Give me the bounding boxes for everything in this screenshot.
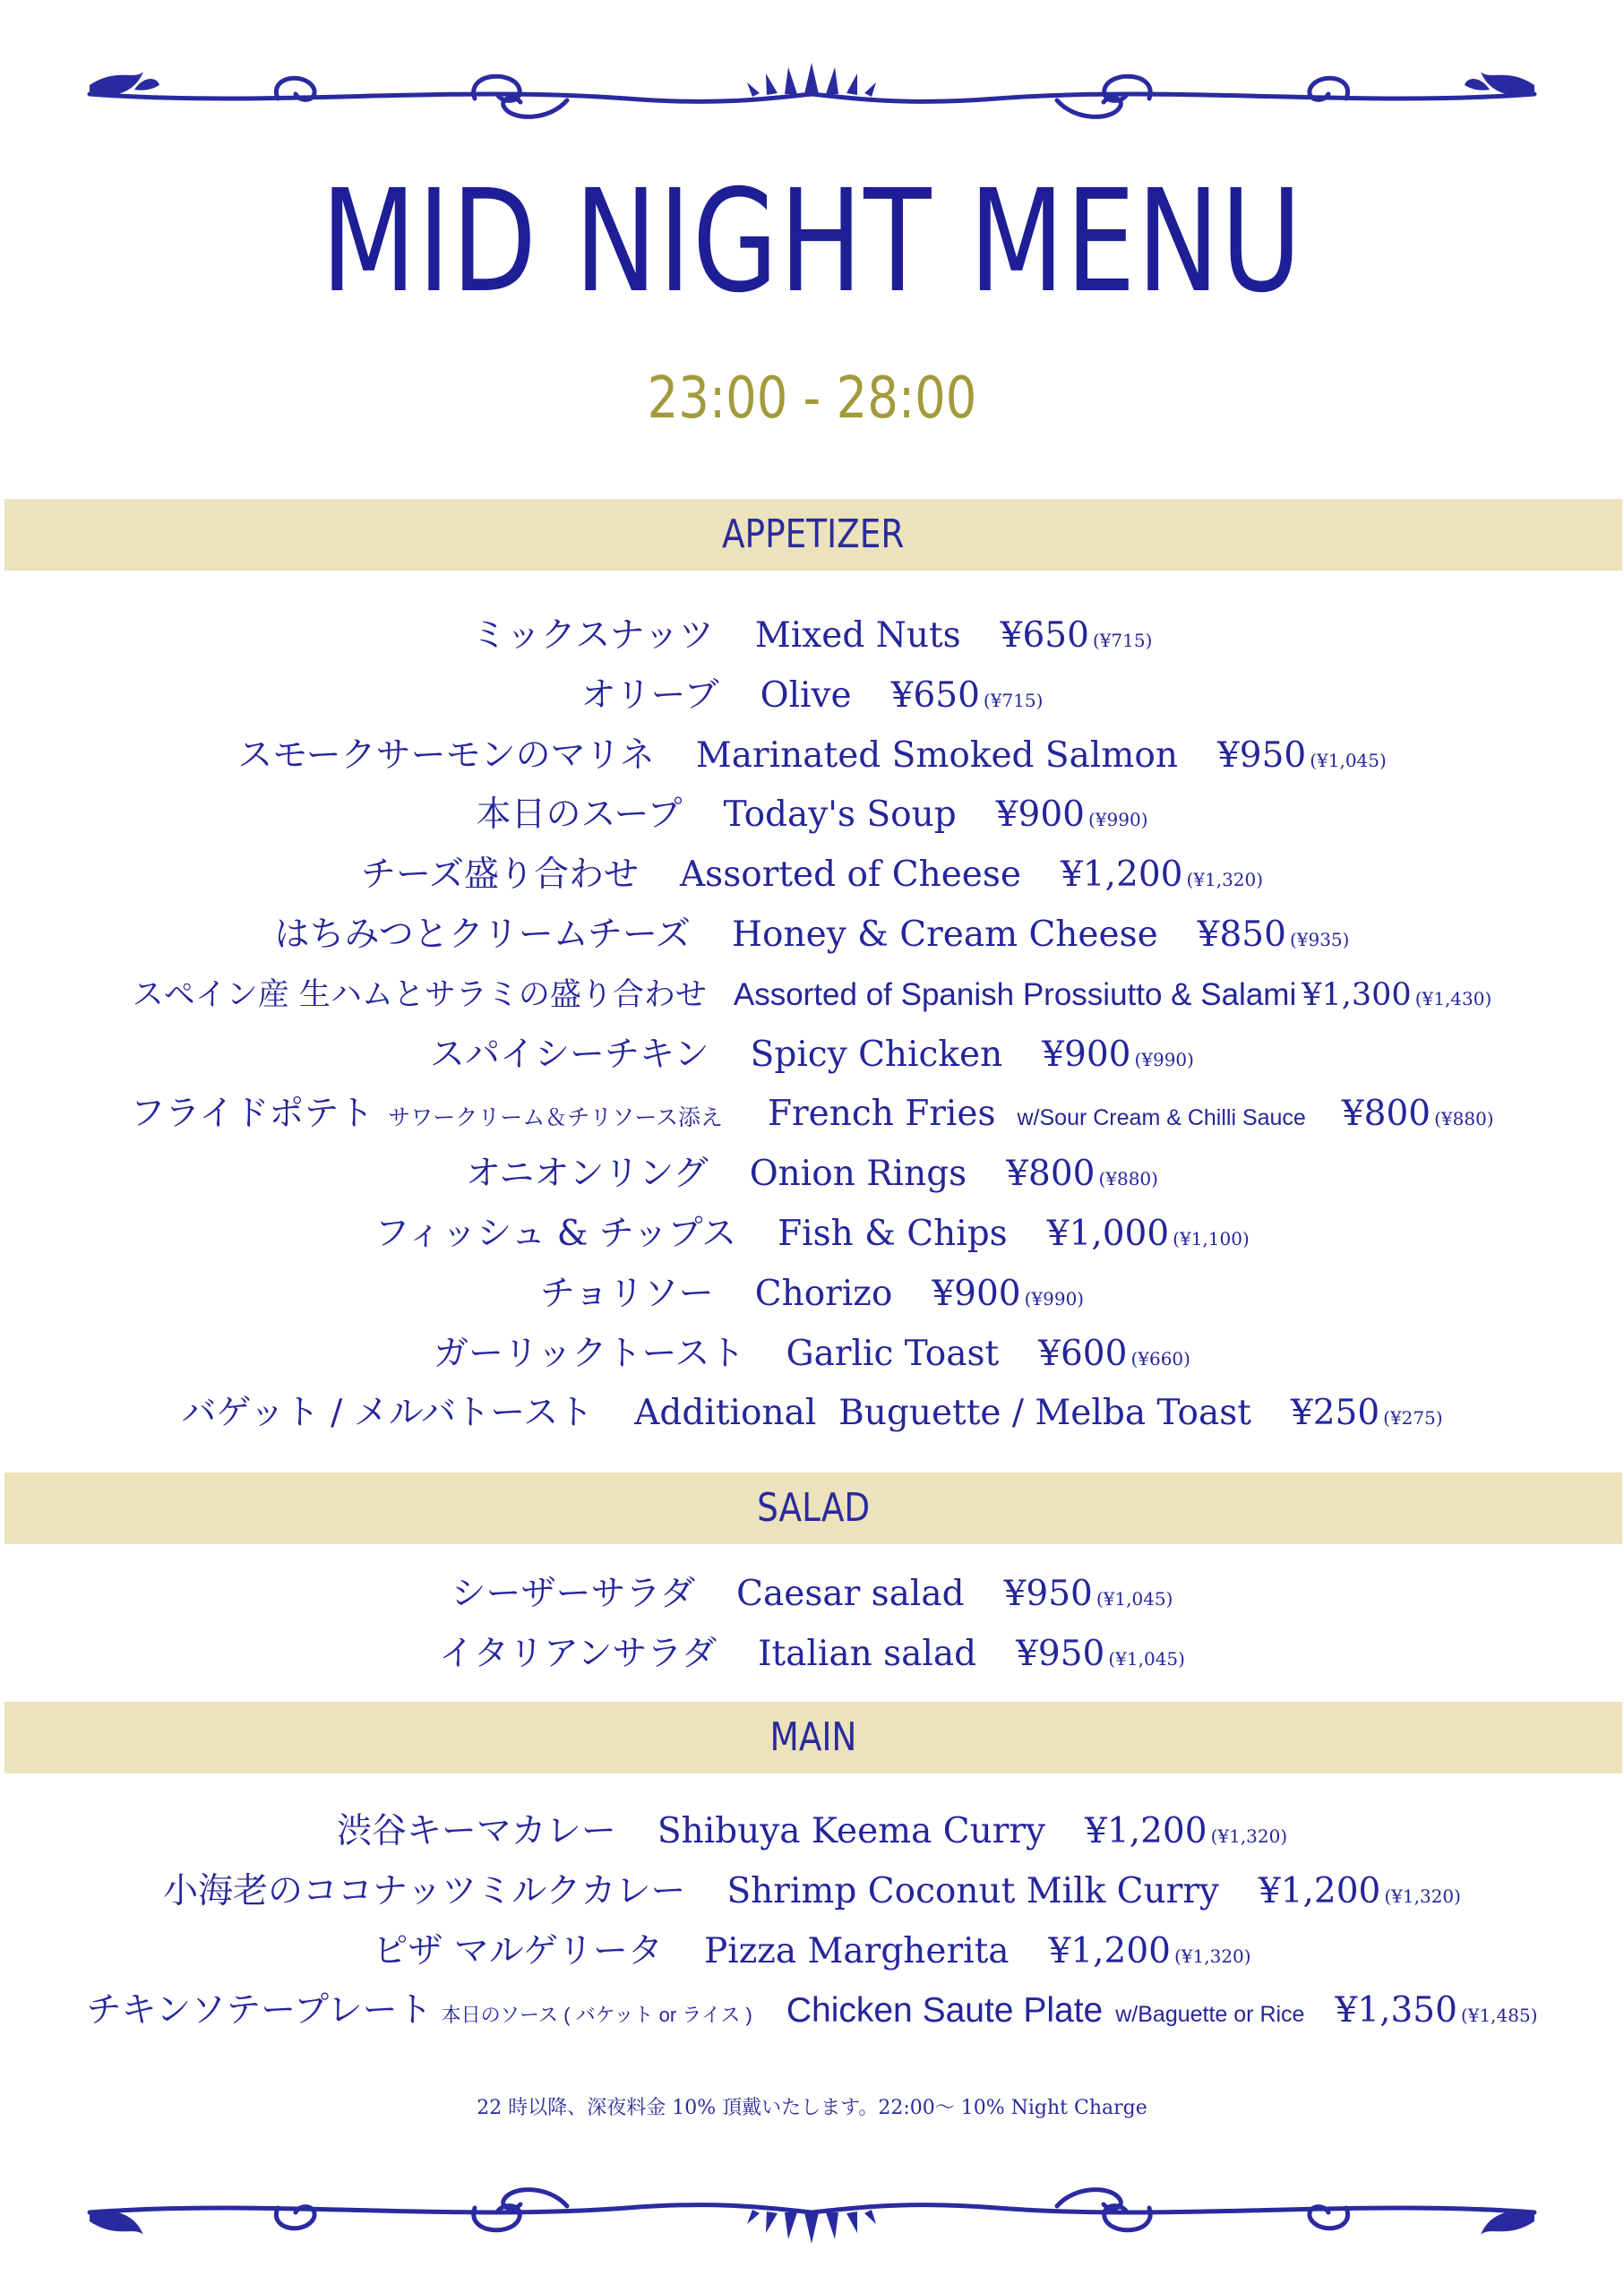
menu-item [0,1085,1624,1145]
item-price: ¥1,200 [1085,1811,1207,1851]
item-price-tax: (¥1,100) [1173,1227,1250,1250]
item-price-tax: (¥935) [1289,928,1350,950]
item-name-jp: チョリソー [539,1273,714,1314]
item-name-jp: オリーブ [580,674,719,716]
item-price-tax: (¥1,045) [1096,1588,1173,1610]
menu-item [0,1565,1624,1625]
section-header-salad [4,1473,1622,1544]
item-name-en: Garlic Toast [786,1333,1000,1374]
item-name-jp: スモークサーモンのマリネ [237,734,655,776]
menu-item [0,1145,1624,1205]
item-price: ¥1,300 [1302,976,1412,1013]
menu-item [0,1625,1624,1685]
item-name-jp: チーズ盛り合わせ [360,855,640,896]
section-header-main [4,1702,1622,1773]
item-price: ¥900 [995,794,1085,836]
menu-item [0,1922,1624,1982]
item-name-en: Marinated Smoked Salmon [695,734,1178,776]
night-charge-note: 22 時以降、深夜料金 10% 頂戴いたします。22:00〜 10% Night Charge [477,2097,1147,2119]
item-price-tax: (¥1,485) [1460,2005,1538,2027]
menu-item [0,1265,1624,1325]
menu-title: MID NIGHT MENU [321,159,1303,324]
item-price-tax: (¥1,045) [1108,1647,1185,1670]
item-name-jp: シーザーサラダ [451,1574,696,1614]
bottom-ornament [0,2172,1624,2262]
item-price: ¥1,000 [1046,1213,1170,1254]
item-price-tax: (¥1,320) [1384,1885,1461,1907]
item-price: ¥950 [1003,1574,1093,1614]
section-label: SALAD [756,1485,871,1531]
top-ornament [0,45,1624,134]
item-price: ¥650 [890,674,980,716]
item-price: ¥950 [1216,734,1307,776]
menu-item [0,606,1624,666]
item-price: ¥800 [1341,1094,1431,1135]
item-price-tax: (¥1,430) [1414,987,1492,1009]
item-price: ¥1,200 [1048,1930,1171,1971]
item-note-jp: サワークリーム＆チリソース添え [388,1105,723,1131]
item-name-en: Today's Soup [723,794,957,836]
menu-item [0,1384,1624,1444]
item-price: ¥250 [1290,1393,1380,1434]
item-price: ¥1,350 [1335,1990,1457,2031]
item-price-tax: (¥990) [1024,1287,1085,1310]
menu-item [0,1026,1624,1086]
item-price-tax: (¥660) [1130,1347,1190,1370]
menu-item [0,966,1624,1026]
item-name-en: Assorted of Cheese [680,855,1021,896]
item-name-jp: スパイシーチキン [430,1034,709,1075]
item-price-tax: (¥715) [983,689,1044,711]
item-price-tax: (¥1,045) [1310,749,1387,771]
item-price: ¥950 [1016,1633,1105,1674]
item-name-jp: 本日のスープ [476,794,683,836]
menu-item [0,666,1624,726]
item-name-en: Spicy Chicken [750,1034,1003,1075]
item-name-jp: ピザ マルゲリータ [373,1930,664,1971]
item-name-en: Additional Buguette / Melba Toast [634,1393,1251,1434]
item-name-jp: ミックスナッツ [471,615,714,656]
menu-item [0,1325,1624,1385]
item-price: ¥600 [1038,1333,1128,1374]
menu-item [0,1205,1624,1265]
menu-item [0,1802,1624,1862]
item-name-en: Italian salad [758,1633,977,1674]
item-price-tax: (¥1,320) [1186,869,1264,891]
item-name-en: Caesar salad [736,1574,965,1614]
item-price-tax: (¥275) [1383,1407,1443,1430]
item-price: ¥900 [1042,1034,1131,1075]
item-name-en: Onion Rings [749,1154,967,1195]
item-price: ¥800 [1006,1154,1096,1195]
appetizer-list [0,606,1624,1444]
item-price-tax: (¥1,320) [1174,1945,1251,1967]
item-price-tax: (¥880) [1098,1168,1158,1190]
item-note-en: w/Baguette or Rice [1115,2002,1305,2028]
item-name-en: French Fries [767,1094,996,1135]
item-name-en: Honey & Cream Cheese [732,914,1158,955]
item-price: ¥1,200 [1060,855,1183,896]
item-name-jp: フィッシュ & チップス [374,1213,737,1254]
item-price-tax: (¥990) [1134,1048,1194,1070]
item-name-jp: バゲット / メルバトースト [181,1393,594,1434]
item-price-tax: (¥715) [1092,630,1153,651]
section-header-appetizer [4,499,1622,571]
item-name-en: Pizza Margherita [704,1930,1010,1971]
service-hours: 23:00 - 28:00 [647,365,977,432]
menu-item [0,1862,1624,1922]
menu-item [0,906,1624,966]
menu-item [0,846,1624,906]
item-note-jp: 本日のソース ( バケット or ライス ) [441,2004,752,2027]
item-name-en: Chorizo [754,1273,893,1314]
item-name-jp: 小海老のココナッツミルクカレー [163,1870,686,1911]
item-name-jp: オニオンリング [466,1154,709,1195]
item-name-jp: ガーリックトースト [434,1333,745,1374]
item-name-en: Assorted of Spanish Prossiutto & Salami [733,976,1297,1012]
section-label: APPETIZER [722,511,905,557]
menu-item [0,786,1624,846]
item-name-en: Fish & Chips [778,1213,1008,1254]
item-name-en: Chicken Saute Plate [786,1991,1104,2031]
salad-list [0,1565,1624,1685]
item-name-en: Mixed Nuts [754,615,961,656]
item-price: ¥1,200 [1258,1870,1381,1911]
main-list [0,1802,1624,2041]
item-name-en: Olive [760,674,852,716]
item-name-jp: 渋谷キーマカレー [336,1811,616,1851]
item-name-jp: フライドポテト [130,1094,374,1135]
menu-item [0,726,1624,786]
item-name-en: Shrimp Coconut Milk Curry [726,1870,1219,1911]
item-price-tax: (¥990) [1088,809,1148,831]
item-name-en: Shibuya Keema Curry [657,1811,1046,1851]
item-price: ¥850 [1197,914,1286,955]
section-label: MAIN [769,1714,857,1760]
item-price-tax: (¥1,320) [1210,1825,1288,1847]
item-name-jp: イタリアンサラダ [439,1633,717,1674]
item-price-tax: (¥880) [1434,1108,1494,1130]
menu-item [0,1981,1624,2041]
item-name-jp: はちみつとクリームチーズ [274,914,692,955]
item-price: ¥900 [932,1273,1021,1314]
item-note-en: w/Sour Cream & Chilli Sauce [1017,1105,1306,1131]
item-name-jp: チキンソテープレート [86,1990,433,2031]
item-price: ¥650 [1000,615,1089,656]
item-name-jp: スペイン産 生ハムとサラミの盛り合わせ [132,976,707,1013]
